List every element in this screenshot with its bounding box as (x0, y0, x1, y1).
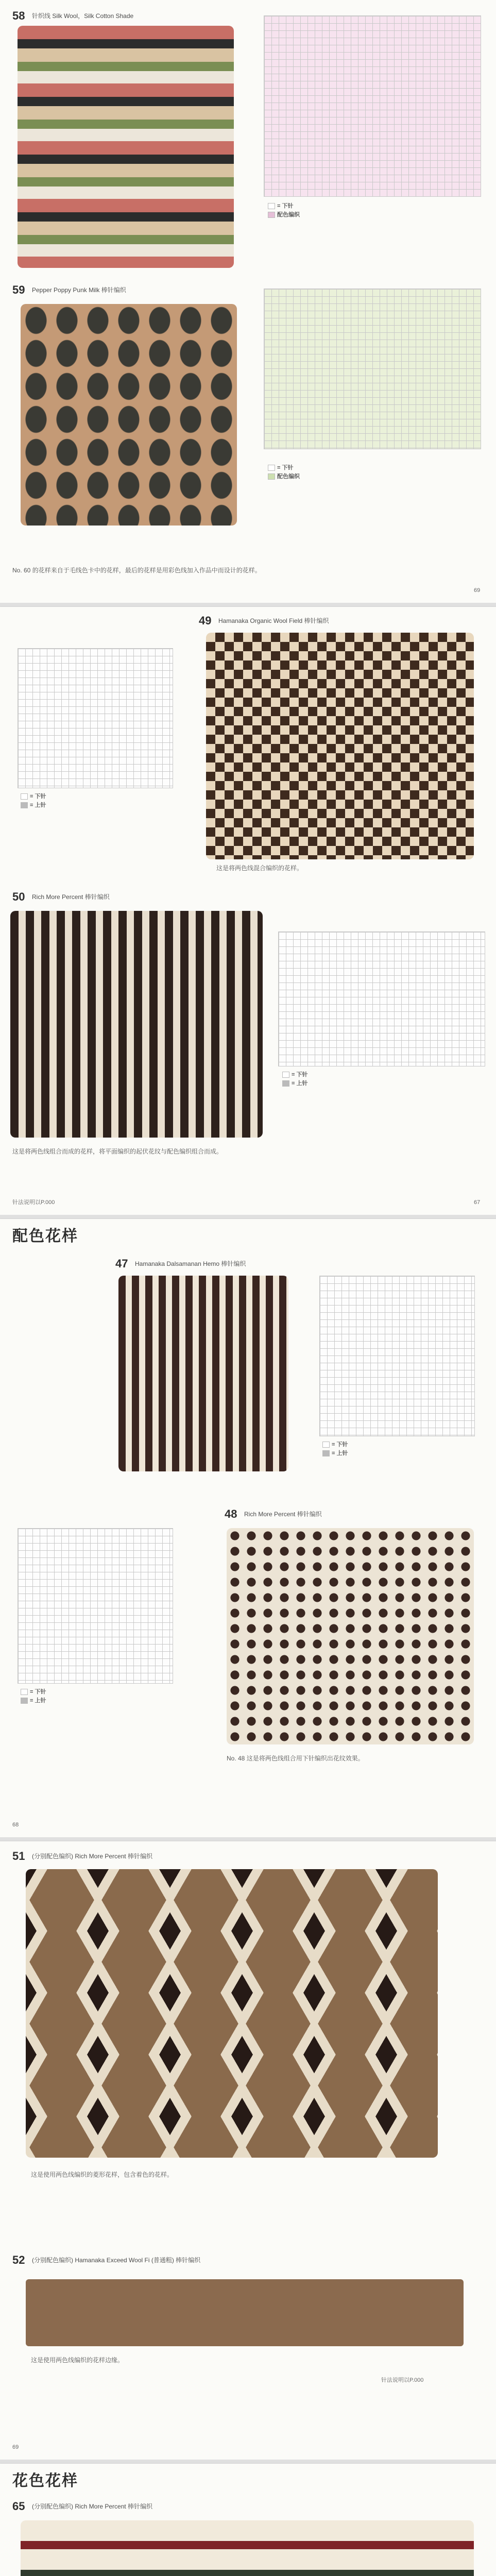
legend-59: = 下针 配色编织 (268, 464, 300, 481)
chart-58 (264, 15, 481, 197)
pattern-title: 针织线 Silk Wool，Silk Cotton Shade (32, 12, 134, 20)
swatch-58 (18, 26, 234, 268)
chart-49 (18, 648, 173, 788)
chart-59 (264, 289, 481, 449)
pattern-number: 52 (12, 2253, 25, 2266)
pattern-number: 49 (199, 614, 212, 627)
swatch-47 (118, 1276, 288, 1471)
pattern-title: (分别配色编织) Hamanaka Exceed Wool Fi (普通粗) 棒针编织 (32, 2257, 201, 2264)
page-number: 69 (474, 587, 481, 594)
page-3 (0, 1219, 496, 1837)
page-number: 69 (12, 2444, 19, 2450)
legend-50: = 下针 = 上针 (282, 1071, 307, 1088)
pattern-title: Hamanaka Dalsamanan Hemo 棒针编织 (135, 1260, 246, 1267)
chart-50 (278, 931, 485, 1066)
page-number: 68 (12, 1822, 19, 1828)
pattern-number: 58 (12, 9, 25, 22)
pattern-note: 这是使用两色线编织的花样边缘。 (31, 2357, 124, 2364)
page-separator (0, 1837, 496, 1841)
pattern-number: 59 (12, 283, 25, 296)
swatch-50 (10, 911, 263, 1138)
pattern-title: (分别配色编织) Rich More Percent 棒针编织 (32, 2503, 153, 2510)
swatch-49 (206, 633, 474, 859)
swatch-65 (21, 2520, 474, 2576)
legend-58: = 下针 配色编织 (268, 202, 300, 219)
swatch-48 (227, 1528, 474, 1744)
pattern-title: Rich More Percent 棒针编织 (32, 893, 110, 901)
swatch-52 (26, 2279, 464, 2346)
legend-48: = 下针 = 上针 (21, 1688, 46, 1705)
pattern-title: Rich More Percent 棒针编织 (244, 1511, 322, 1518)
pattern-number: 48 (225, 1507, 237, 1520)
legend-49: = 下针 = 上针 (21, 792, 46, 809)
pattern-note: No. 48 这是将两色线组合用下针编织出花纹效果。 (227, 1755, 364, 1762)
pattern-number: 47 (115, 1257, 128, 1270)
pattern-title: (分别配色编织) Rich More Percent 棒针编织 (32, 1853, 153, 1860)
page-note: No. 60 的花样来自于毛线色卡中的花样，最后的花样是用彩色线加入作品中而设计的花样。 (12, 567, 261, 574)
page-5 (0, 2464, 496, 2576)
page-footer: 针法说明以P.000 (381, 2377, 424, 2383)
section-title: 花色花样 (12, 2472, 78, 2489)
page-4 (0, 1841, 496, 2460)
swatch-51 (26, 1869, 438, 2158)
page-separator (0, 1215, 496, 1219)
page-2 (0, 607, 496, 1215)
pattern-title: Hamanaka Organic Wool Field 棒针编织 (218, 617, 329, 624)
section-title: 配色花样 (12, 1228, 78, 1245)
chart-48 (18, 1528, 173, 1684)
pattern-note: 这是使用两色线编织的菱形花样，包含着色的花样。 (31, 2171, 174, 2178)
page-footer: 针法说明以P.000 (12, 1199, 55, 1206)
pattern-number: 50 (12, 890, 25, 903)
page-separator (0, 603, 496, 607)
legend-47: = 下针 = 上针 (322, 1440, 348, 1458)
swatch-59 (21, 304, 237, 526)
pattern-note: 这是将两色线组合而成的花样，将平面编织的起伏花纹与配色编织组合而成。 (12, 1148, 223, 1155)
chart-47 (319, 1276, 475, 1436)
pattern-title: Pepper Poppy Punk Milk 棒针编织 (32, 286, 126, 294)
page-number: 67 (474, 1199, 481, 1206)
page-separator (0, 2460, 496, 2464)
pattern-note: 这是将两色线混合编织的花样。 (216, 865, 303, 872)
page-1 (0, 0, 496, 603)
pattern-number: 65 (12, 2500, 25, 2513)
pattern-number: 51 (12, 1850, 25, 1862)
